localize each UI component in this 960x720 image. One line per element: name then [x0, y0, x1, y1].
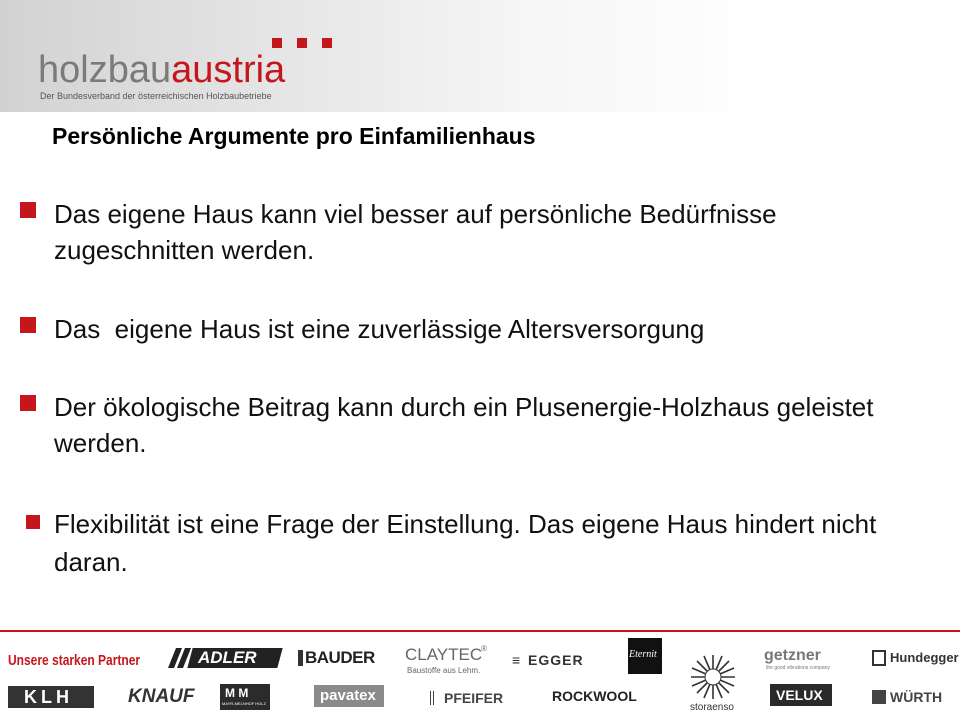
knauf-logo-text: KNAUF — [128, 686, 195, 707]
slide-title: Persönliche Argumente pro Einfamilienhaus — [52, 123, 536, 149]
knauf-logo — [128, 684, 198, 710]
logo-subtitle: Der Bundesverband der österreichischen Holzbaubetriebe — [40, 91, 272, 101]
logo-square-1 — [272, 38, 282, 48]
bullet-text: Das eigene Haus ist eine zuverlässige Altersversorgung — [54, 314, 705, 344]
bullet-text: Das eigene Haus kann viel besser auf persönliche Bedürfnisse zugeschnitten werden. — [54, 199, 777, 265]
claytec-subtitle: Baustoffe aus Lehm. — [407, 666, 481, 675]
storaenso-burst-icon — [688, 652, 738, 702]
eternit-logo — [628, 638, 662, 674]
logo-austria: austria — [171, 49, 286, 91]
claytec-registered-icon: ® — [481, 644, 487, 653]
hundegger-logo-text: Hundegger — [890, 650, 959, 665]
storaenso-logo — [688, 652, 738, 718]
hundegger-mark-icon — [872, 650, 886, 666]
bullet-square-icon — [20, 317, 36, 333]
getzner-logo-text: getzner — [764, 647, 821, 664]
egger-logo-text: EGGER — [528, 652, 584, 668]
bullet-square-icon — [20, 395, 36, 411]
rockwool-logo — [552, 688, 644, 710]
logo-square-3 — [322, 38, 332, 48]
adler-logo — [166, 645, 282, 671]
bauder-logo — [298, 646, 376, 670]
holzbauaustria-logo — [38, 50, 285, 90]
eternit-logo-text: Eternit — [629, 649, 657, 660]
rockwool-logo-text: ROCKWOOL — [552, 688, 637, 704]
claytec-logo-text: CLAYTEC — [405, 645, 483, 664]
adler-logo-text: ADLER — [198, 648, 257, 667]
logo-square-2 — [297, 38, 307, 48]
mm-subtitle: MAYR-MELNHOF HOLZ — [222, 701, 266, 706]
velux-logo — [770, 684, 832, 706]
claytec-logo — [405, 646, 495, 680]
velux-logo-text: VELUX — [776, 687, 823, 703]
egger-logo — [512, 652, 596, 668]
wuerth-logo — [872, 688, 956, 708]
pfeifer-logo-text: PFEIFER — [444, 690, 504, 706]
mm-logo — [220, 684, 270, 710]
getzner-subtitle: the good vibrations company — [766, 665, 830, 671]
pavatex-logo-text: pavatex — [320, 687, 376, 704]
wuerth-mark-icon — [872, 690, 886, 704]
pfeifer-logo — [430, 690, 520, 708]
egger-mark-icon: ≡ — [512, 652, 521, 668]
storaenso-logo-text: storaenso — [690, 702, 734, 713]
klh-logo-text: KLH — [24, 687, 73, 707]
partners-label: Unsere starken Partner — [8, 652, 141, 669]
bullet-text: Flexibilität ist eine Frage der Einstellung. Das eigene Haus hindert nicht daran. — [54, 509, 877, 577]
bauder-logo-text: BAUDER — [305, 648, 375, 667]
getzner-logo — [764, 648, 844, 674]
pavatex-logo — [314, 685, 384, 707]
bullet-text: Der ökologische Beitrag kann durch ein Plusenergie-Holzhaus geleistet werden. — [54, 392, 874, 458]
wuerth-logo-text: WÜRTH — [890, 689, 943, 705]
klh-logo — [8, 686, 94, 708]
partner-divider — [0, 630, 960, 632]
bullet-square-icon — [20, 202, 36, 218]
mm-logo-text: M M — [225, 686, 249, 700]
logo-holzbau: holzbau — [38, 49, 172, 91]
hundegger-logo — [872, 648, 959, 670]
bullet-square-icon — [26, 515, 40, 529]
